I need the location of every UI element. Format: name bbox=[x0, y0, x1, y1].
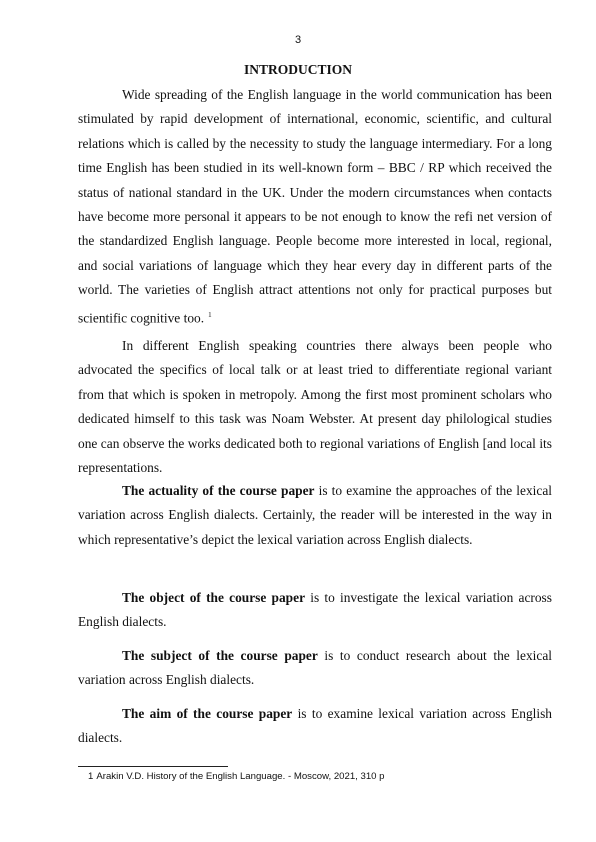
paragraph-text: is to investigate the lexical variation across English dialects. bbox=[78, 590, 552, 630]
paragraph-heading: The subject of the course paper bbox=[122, 648, 318, 663]
paragraph-actuality bbox=[78, 479, 552, 552]
footnote bbox=[88, 771, 385, 782]
footnote-divider bbox=[78, 766, 228, 767]
paragraph-text: is to conduct research about the lexical variation across English dialects. bbox=[78, 648, 552, 688]
paragraph-text: Wide spreading of the English language in the world communication has been stimulated by rapid development of international, economic, scientific, and cultural relations which is called by the necessity to study the language intermediary. For a long time English has been studied in its well-known form – BBC / RP which received the status of national standard in the UK. Under the modern circumstances when contacts have become more personal it appears to be not enough to know the refi net version of the standardized English language. People become more interested in local, regional, and social variations of language which they hear every day in different parts of the world. The varieties of English attract attentions not only for practical purposes but scientific cognitive too. bbox=[78, 87, 552, 326]
paragraph-text: is to examine the approaches of the lexical variation across English dialects. Certainly, the reader will be interested in the way in which representative’s depict the lexical variation across English dialects. bbox=[78, 483, 552, 547]
paragraph-history bbox=[78, 334, 552, 480]
page-number: 3 bbox=[294, 34, 302, 46]
footnote-reference: 1 bbox=[208, 310, 212, 319]
section-title: INTRODUCTION bbox=[243, 62, 352, 77]
paragraph-text: is to examine lexical variation across English dialects. bbox=[78, 706, 552, 746]
paragraph-subject bbox=[78, 644, 552, 693]
paragraph-heading: The aim of the course paper bbox=[122, 706, 293, 721]
footnote-number: 1 bbox=[88, 771, 94, 782]
paragraph-heading: The actuality of the course paper bbox=[122, 483, 315, 498]
paragraph-aim bbox=[78, 702, 552, 751]
paragraph-introduction bbox=[78, 83, 552, 331]
paragraph-object bbox=[78, 586, 552, 635]
paragraph-text: In different English speaking countries there always been people who advocated the specifics of local talk or at least tried to differentiate regional variant from that which is spoken in metropoly. Among the first most prominent scholars who dedicated himself to this task was Noam Webster. At present day philological studies one can observe the works dedicated both to regional variations of English [and local its representations. bbox=[78, 338, 552, 476]
footnote-text: Arakin V.D. History of the English Language. - Moscow, 2021, 310 p bbox=[96, 771, 385, 782]
paragraph-heading: The object of the course paper bbox=[122, 590, 306, 605]
